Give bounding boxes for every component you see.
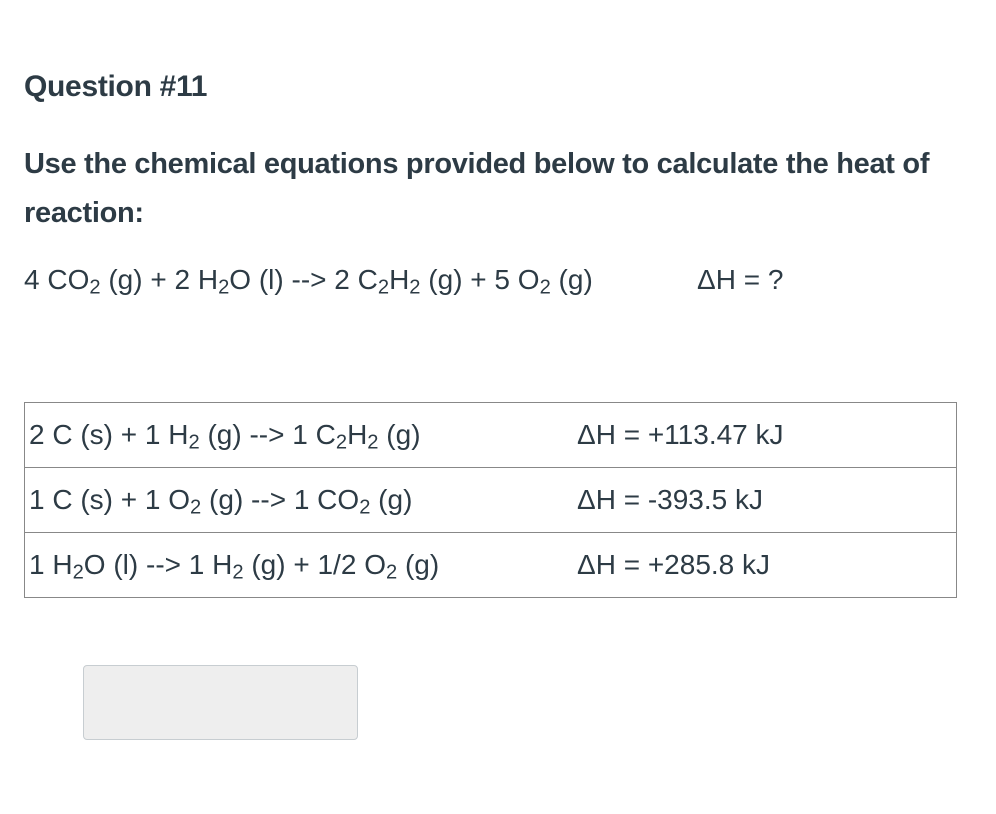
eq-subscript: 2 [232, 561, 244, 584]
target-delta-h: ΔH = ? [697, 264, 784, 295]
target-eq-text: O (l) --> 2 C [229, 264, 378, 295]
equation-cell [25, 403, 570, 468]
eq-text: H [347, 419, 368, 450]
delta-h-cell [569, 533, 957, 598]
target-eq-text: (g) + 5 O [420, 264, 540, 295]
target-eq-text: 4 CO [24, 264, 90, 295]
target-equation [24, 264, 593, 299]
delta-h-value: ΔH = -393.5 kJ [577, 484, 764, 515]
delta-h-cell [569, 403, 957, 468]
table-row [25, 403, 957, 468]
eq-text: (g) + 1/2 O [243, 549, 386, 580]
target-eq-text: (g) + 2 H [100, 264, 219, 295]
delta-h-value: ΔH = +113.47 kJ [577, 419, 784, 450]
target-eq-subscript: 2 [539, 276, 551, 299]
delta-h-cell [569, 468, 957, 533]
eq-text: (g) [378, 419, 421, 450]
eq-text: 2 C (s) + 1 H [29, 419, 189, 450]
eq-text: 1 H [29, 549, 73, 580]
eq-subscript: 2 [72, 561, 84, 584]
target-eq-subscript: 2 [218, 276, 230, 299]
target-eq-subscript: 2 [377, 276, 390, 299]
eq-text: O (l) --> 1 H [83, 549, 233, 580]
eq-text: 1 C (s) + 1 O [29, 484, 191, 515]
given-equations-table [24, 402, 957, 598]
table-row [25, 468, 957, 533]
target-eq-text: H [389, 264, 410, 295]
answer-input[interactable] [83, 665, 358, 740]
eq-text: (g) --> 1 CO [201, 484, 360, 515]
eq-subscript: 2 [335, 431, 348, 454]
equation-cell [25, 533, 570, 598]
target-eq-subscript: 2 [89, 276, 101, 299]
equation-cell [25, 468, 570, 533]
eq-text: (g) --> 1 C [199, 419, 336, 450]
delta-h-value: ΔH = +285.8 kJ [577, 549, 771, 580]
eq-text: (g) [397, 549, 440, 580]
target-eq-subscript: 2 [409, 276, 421, 299]
eq-text: (g) [370, 484, 413, 515]
eq-subscript: 2 [188, 431, 200, 454]
eq-subscript: 2 [359, 496, 371, 519]
eq-subscript: 2 [190, 496, 202, 519]
target-eq-text: (g) [550, 264, 593, 295]
question-title: Question #11 [24, 70, 208, 103]
table-row [25, 533, 957, 598]
eq-subscript: 2 [385, 561, 398, 584]
eq-subscript: 2 [367, 431, 379, 454]
question-instructions: Use the chemical equations provided below to calculate the heat of reaction: [24, 148, 930, 229]
